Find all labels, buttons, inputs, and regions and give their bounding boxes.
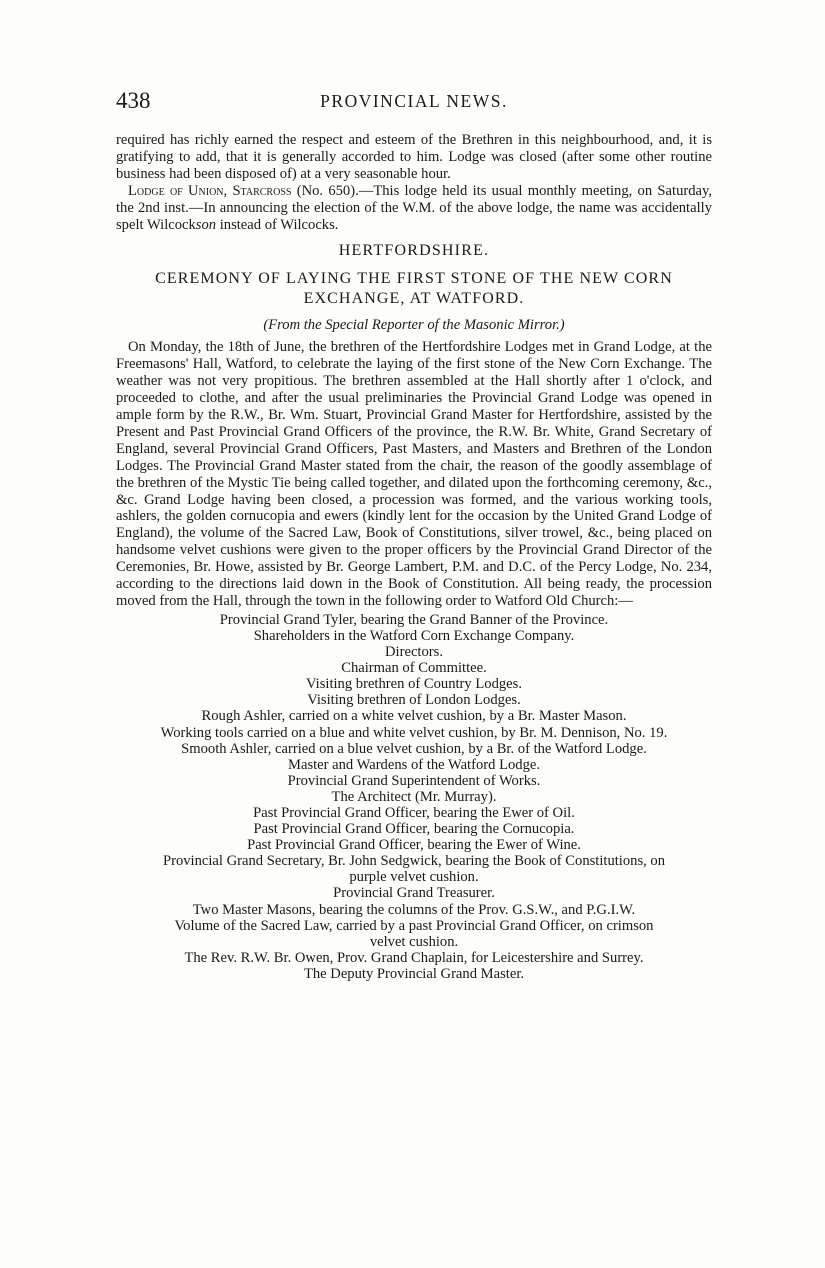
page-body <box>116 132 712 982</box>
procession-line: Working tools carried on a blue and white velvet cushion, by Br. M. Dennison, No. 19. <box>160 724 668 741</box>
procession-line: The Architect (Mr. Murray). <box>331 788 497 805</box>
procession-line: Volume of the Sacred Law, carried by a past Provincial Grand Officer, on crimson <box>174 917 654 934</box>
procession-line: Two Master Masons, bearing the columns of the Prov. G.S.W., and P.G.I.W. <box>192 901 636 918</box>
procession-line: purple velvet cushion. <box>349 869 479 886</box>
lodge-text-before: (No. 650).—This lodge held its usual monthly meeting, on Saturday, the 2nd inst.—In announcing the election of the W.M. of the above lodge, the name was accidentally spelt Wilcock <box>116 182 712 233</box>
procession-line: Past Provincial Grand Officer, bearing the Ewer of Wine. <box>247 837 581 854</box>
procession-line: Shareholders in the Watford Corn Exchange Company. <box>253 627 575 644</box>
lodge-text-after: instead of Wilcocks. <box>216 216 339 233</box>
article-title: CEREMONY OF LAYING THE FIRST STONE OF THE NEW CORN EXCHANGE, AT WATFORD. <box>155 270 673 308</box>
procession-line: Provincial Grand Superintendent of Works. <box>287 772 541 789</box>
procession-line: Visiting brethren of London Lodges. <box>307 692 521 709</box>
procession-line: Chairman of Committee. <box>341 660 487 677</box>
lodge-text-italic: son <box>195 216 217 233</box>
procession-line: The Deputy Provincial Grand Master. <box>303 965 525 982</box>
paragraph-ceremony: On Monday, the 18th of June, the brethren of the Hertfordshire Lodges met in Grand Lodge, at the Freemasons' Hall, Watford, to celebrate the laying of the first stone of the New Corn Exchange. The weather was not very propitious. The brethren assembled at the Hall shortly after 1 o'clock, and proceeded to clothe, and after the usual preliminaries the Provincial Grand Lodge was opened in ample form by the R.W., Br. Wm. Stuart, Provincial Grand Master for Hertfordshire, assisted by the Present and Past Provincial Grand Officers of the province, the R.W. Br. White, Grand Secretary of England, several Provincial Grand Officers, Past Masters, and Masters and Brethren of the London Lodges. The Provincial Grand Master stated from the chair, the reason of the goodly assemblage of the brethren of the Mystic Tie being called together, and dilated upon the forthcoming ceremony, &c., &c. Grand Lodge having been closed, a procession was formed, and the various working tools, ashlers, the golden cornucopia and ewers (kindly lent for the occasion by the United Grand Lodge of England), the volume of the Sacred Law, Book of Constitutions, silver trowel, &c., being placed on handsome velvet cushions were given to the proper officers by the Provincial Grand Director of the Ceremonies, Br. Howe, assisted by Br. George Lambert, P.M. and D.C. of the Percy Lodge, No. 234, according to the directions laid down in the Book of Constitution. All being ready, the procession moved from the Hall, through the town in the following order to Watford Old Church:— <box>116 339 712 609</box>
running-title: PROVINCIAL NEWS. <box>320 91 508 111</box>
section-heading: HERTFORDSHIRE. <box>338 242 490 260</box>
procession-line: Smooth Ashler, carried on a blue velvet cushion, by a Br. of the Watford Lodge. <box>181 740 647 757</box>
procession-line: Past Provincial Grand Officer, bearing the Cornucopia. <box>253 821 575 838</box>
procession-line: Rough Ashler, carried on a white velvet cushion, by a Br. Master Mason. <box>201 708 627 725</box>
running-head <box>116 88 712 118</box>
page-number: 438 <box>116 88 151 113</box>
procession-line: Past Provincial Grand Officer, bearing the Ewer of Oil. <box>253 804 575 821</box>
paragraph-continuation: required has richly earned the respect and esteem of the Brethren in this neighbourhood, and, it is gratifying to add, that it is generally accorded to him. Lodge was closed (after some other routine business had been disposed of) at a very seasonable hour. <box>116 132 712 182</box>
procession-line: Visiting brethren of Country Lodges. <box>306 676 522 693</box>
lodge-name: Lodge of Union, Starcross <box>128 182 292 199</box>
procession-line: Provincial Grand Treasurer. <box>333 885 495 902</box>
paragraph-lodge-of-union <box>116 183 712 234</box>
article-credit: (From the Special Reporter of the Masonic Mirror.) <box>263 317 565 334</box>
procession-line: Master and Wardens of the Watford Lodge. <box>287 756 541 773</box>
procession-line: Provincial Grand Tyler, bearing the Grand Banner of the Province. <box>219 611 609 628</box>
procession-line: The Rev. R.W. Br. Owen, Prov. Grand Chaplain, for Leicestershire and Surrey. <box>184 949 644 966</box>
procession-line: Directors. <box>385 644 443 661</box>
procession-list <box>116 612 712 982</box>
procession-line: velvet cushion. <box>369 933 459 950</box>
procession-line: Provincial Grand Secretary, Br. John Sedgwick, bearing the Book of Constitutions, on <box>162 853 666 870</box>
